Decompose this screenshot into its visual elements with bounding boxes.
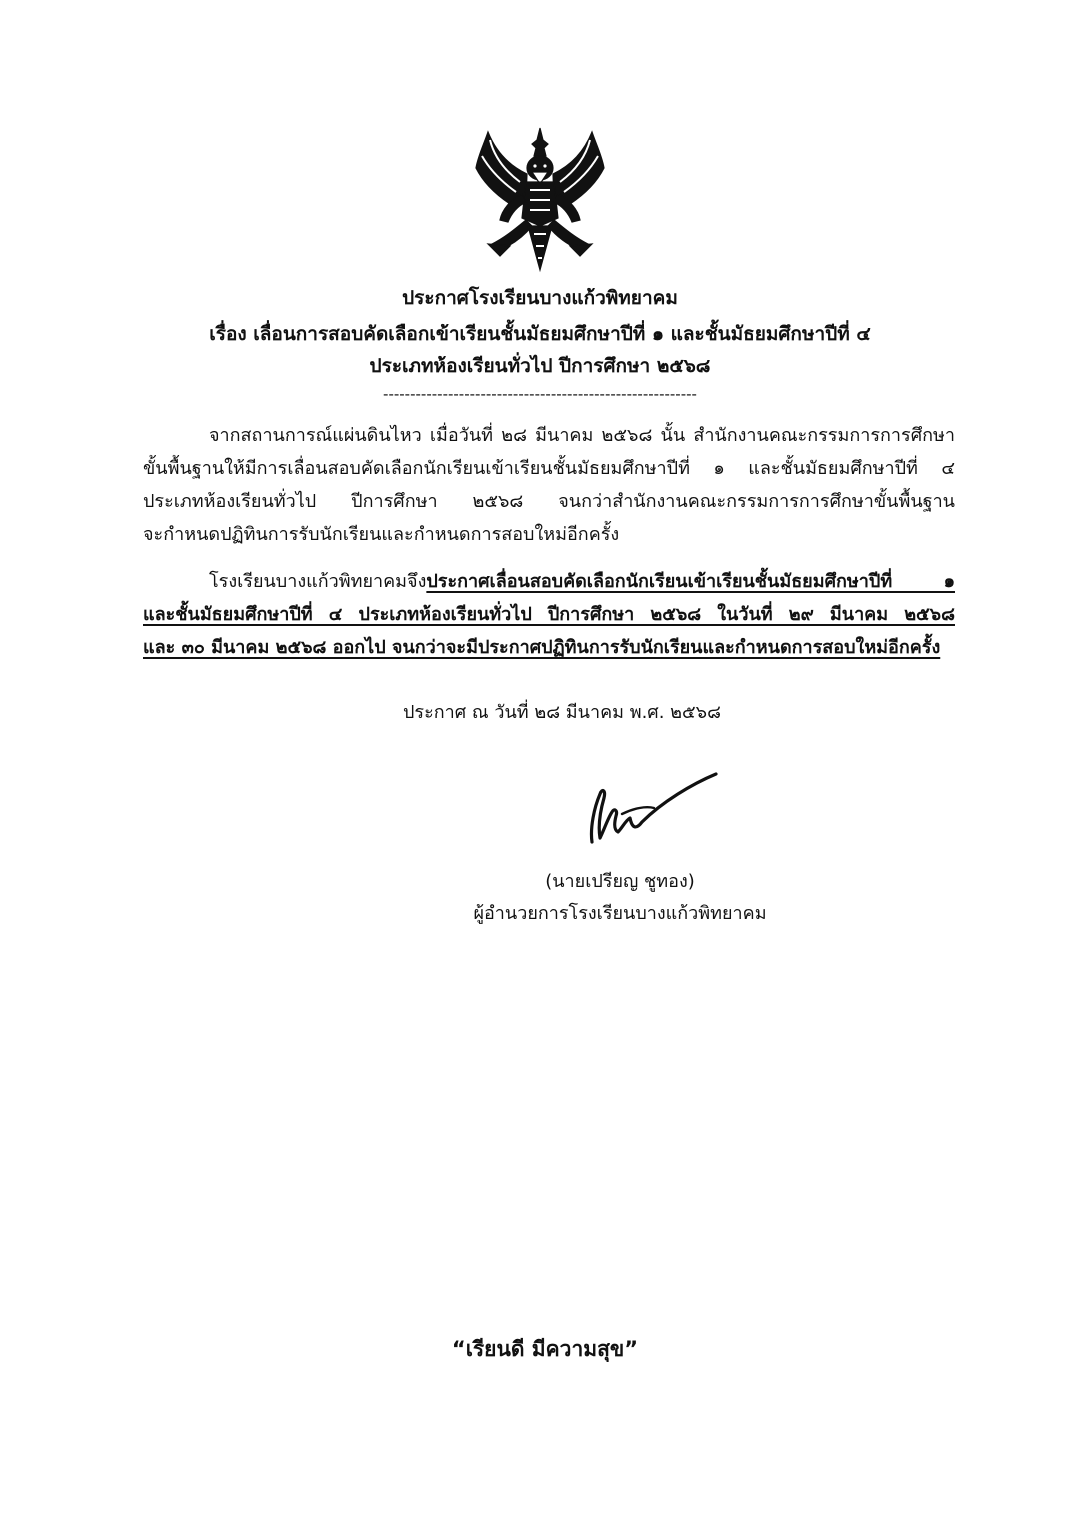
emphasized-text: และ ๓๐ มีนาคม ๒๕๖๘ ออกไป จนกว่าจะมีประกาศปฏิทินการรับนักเรียนและกำหนดการสอบใหม่อีกครั้ง <box>143 637 941 658</box>
emphasized-text: ประกาศเลื่อนสอบคัดเลือกนักเรียนเข้าเรียนชั้นมัธยมศึกษาปีที่ ๑ <box>426 571 955 592</box>
signer-position: ผู้อำนวยการโรงเรียนบางแก้วพิทยาคม <box>473 903 767 924</box>
announcement-title: ประกาศโรงเรียนบางแก้วพิทยาคม <box>402 287 678 309</box>
paragraph-line: ประเภทห้องเรียนทั่วไป ปีการศึกษา ๒๕๖๘ จนกว่าสำนักงานคณะกรรมการการศึกษาขั้นพื้นฐาน <box>143 491 955 512</box>
paragraph-line <box>143 565 955 598</box>
announcement-subject-line2: ประเภทห้องเรียนทั่วไป ปีการศึกษา ๒๕๖๘ <box>369 355 711 377</box>
paragraph-line: จากสถานการณ์แผ่นดินไหว เมื่อวันที่ ๒๘ มีนาคม ๒๕๖๘ นั้น สำนักงานคณะกรรมการการศึกษา <box>209 425 955 446</box>
announcement-date: ประกาศ ณ วันที่ ๒๘ มีนาคม พ.ศ. ๒๕๖๘ <box>403 702 721 723</box>
school-motto: “เรียนดี มีความสุข” <box>451 1337 639 1361</box>
garuda-emblem-icon <box>470 122 610 274</box>
body-paragraph-2 <box>143 565 955 664</box>
paragraph-intro: โรงเรียนบางแก้วพิทยาคมจึง <box>209 571 427 592</box>
paragraph-line: จะกำหนดปฏิทินการรับนักเรียนและกำหนดการสอบใหม่อีกครั้ง <box>143 524 620 545</box>
body-paragraph-1 <box>143 419 955 551</box>
signer-name: (นายเปรียญ ชูทอง) <box>545 871 695 892</box>
handwritten-signature <box>582 768 722 850</box>
paragraph-line: ขั้นพื้นฐานให้มีการเลื่อนสอบคัดเลือกนักเรียนเข้าเรียนชั้นมัธยมศึกษาปีที่ ๑ และชั้นมัธยมศึกษาปีที่ ๔ <box>143 458 955 479</box>
emphasized-text: และชั้นมัธยมศึกษาปีที่ ๔ ประเภทห้องเรียนทั่วไป ปีการศึกษา ๒๕๖๘ ในวันที่ ๒๙ มีนาคม ๒๕๖๘ <box>143 604 955 625</box>
separator-line: ---------------------------------------------------------- <box>383 385 697 403</box>
announcement-subject: เรื่อง เลื่อนการสอบคัดเลือกเข้าเรียนชั้นมัธยมศึกษาปีที่ ๑ และชั้นมัธยมศึกษาปีที่ ๔ <box>209 323 871 345</box>
